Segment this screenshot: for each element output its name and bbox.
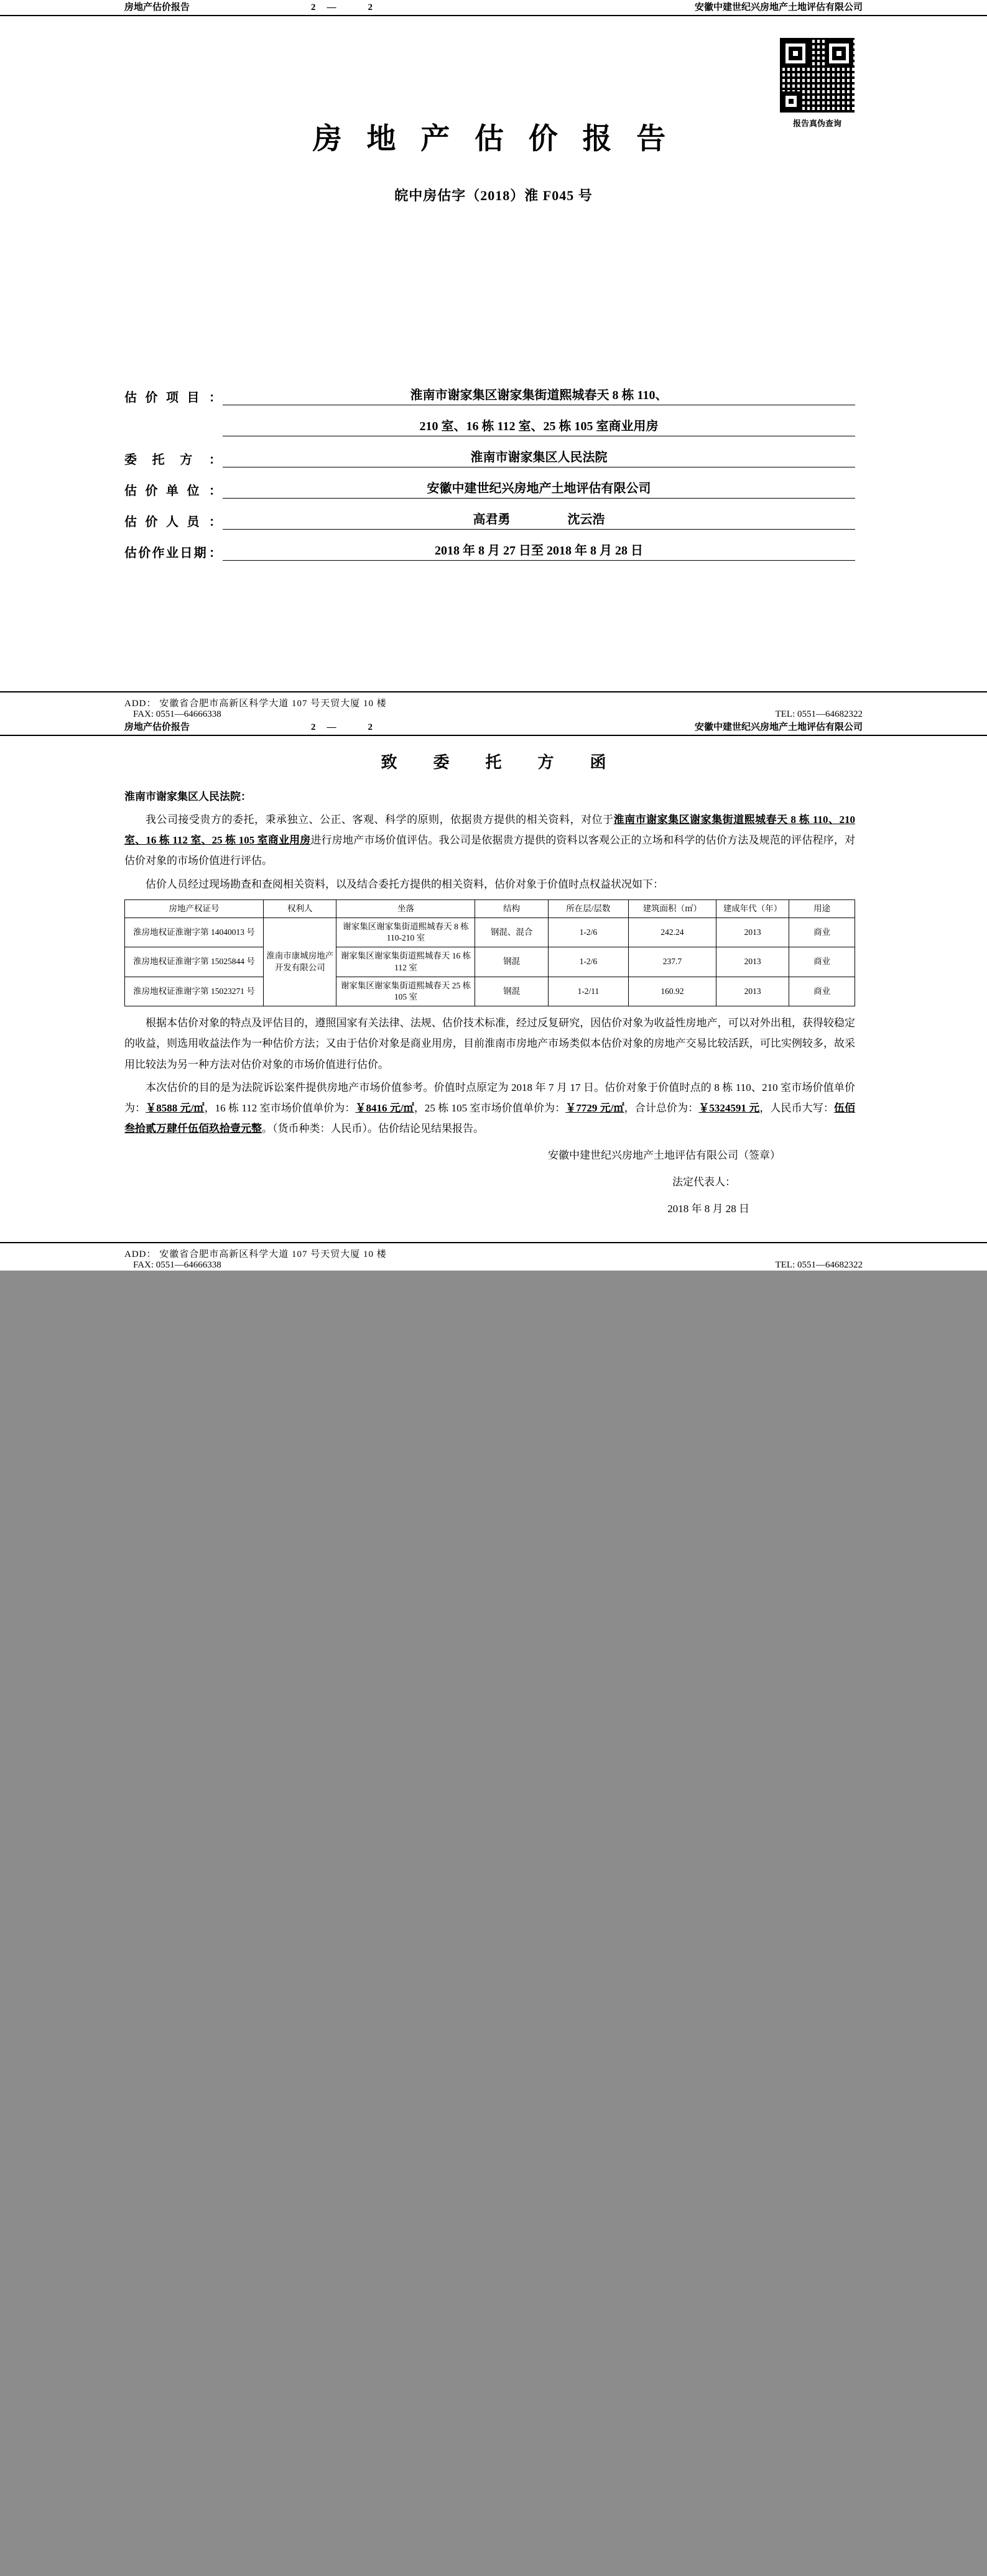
- field-row-appraisal-firm: [124, 478, 855, 499]
- cell-floor: 1-2/6: [548, 918, 628, 947]
- footer-address: ADD： 安徽省合肥市高新区科学大道 107 号天贸大厦 10 楼: [124, 699, 387, 709]
- para1-subject-bold: 淮南市谢家集区谢家集街道熙城春天 8 栋 110、210 室、16 栋 112 室、25 栋 105 室商业用房: [124, 814, 855, 847]
- field-value-project-line2: 210 室、16 栋 112 室、25 栋 105 室商业用房: [223, 416, 855, 436]
- cell-cert-no: 淮房地权证淮谢字第 14040013 号: [125, 918, 264, 947]
- header-company-name: 安徽中建世纪兴房地产土地评估有限公司: [694, 722, 863, 732]
- letter-paragraph-1: [124, 809, 855, 871]
- cell-cert-no: 淮房地权证淮谢字第 15025844 号: [125, 947, 264, 977]
- cell-year: 2013: [716, 977, 789, 1006]
- field-value-appraisal-firm: 安徽中建世纪兴房地产土地评估有限公司: [223, 478, 855, 499]
- letter-title: 致 委 托 方 函: [381, 753, 616, 771]
- qr-code-image[interactable]: [778, 36, 856, 114]
- table-row: [125, 947, 855, 977]
- label-char: 估: [124, 515, 137, 529]
- price-unit-1: ￥8588 元/㎡: [146, 1102, 205, 1114]
- label-char: 委: [124, 453, 137, 467]
- appraiser-name-1: 高君勇: [473, 513, 511, 527]
- para1-part-a: 我公司接受贵方的委托，秉承独立、公正、客观、科学的原则，依据贵方提供的相关资料，对位于: [146, 814, 614, 826]
- letter-paragraph-4: [124, 1077, 855, 1139]
- table-header-cell: 结构: [475, 899, 548, 918]
- table-header-cell: 建筑面积（㎡）: [629, 899, 716, 918]
- field-row-appraisers: [124, 509, 855, 530]
- field-label-appraisers: [124, 512, 223, 530]
- table-row: [125, 918, 855, 947]
- cell-area: 160.92: [629, 977, 716, 1006]
- para4-part-a: 本次估价的目的是为法院诉讼案件提供房地产市场价值参考。价值时点原定为 2018 年 7 月 17 日。估价对象于价值时点的 8 栋 110、210 室市场价值单价为：: [124, 1081, 855, 1114]
- field-colon: ：: [209, 515, 221, 529]
- field-label-client: [124, 449, 223, 467]
- price-unit-3: ￥7729 元/㎡: [565, 1102, 624, 1114]
- running-header-2: [0, 720, 987, 736]
- field-colon: ：: [208, 453, 221, 467]
- header-page-number: 2— 2: [311, 2, 384, 12]
- footer-contact-line: [124, 1260, 863, 1271]
- label-char: 人: [166, 515, 178, 529]
- label-char: 价: [145, 515, 158, 529]
- cover-page: [0, 0, 987, 720]
- label-char: 目: [187, 391, 200, 405]
- property-rights-table: [124, 899, 855, 1007]
- cell-location: 谢家集区谢家集街道熙城春天 16 栋 112 室: [336, 947, 475, 977]
- running-header: [0, 0, 987, 16]
- cell-structure: 钢混、混合: [475, 918, 548, 947]
- letter-page: [0, 720, 987, 1271]
- letter-salutation: 淮南市谢家集区人民法院：: [124, 791, 251, 803]
- cell-year: 2013: [716, 947, 789, 977]
- field-value-appraisers: [223, 509, 855, 530]
- field-value-client: 淮南市谢家集区人民法院: [223, 447, 855, 467]
- price-unit-2: ￥8416 元/㎡: [355, 1102, 414, 1114]
- running-footer: [0, 691, 987, 720]
- table-row: [125, 977, 855, 1006]
- table-header-cell: 建成年代（年）: [716, 899, 789, 918]
- field-label-work-date: [124, 543, 223, 561]
- label-char: 单: [166, 484, 178, 498]
- cell-structure: 钢混: [475, 977, 548, 1006]
- header-left-text: 房地产估价报告: [124, 722, 190, 732]
- label-char: 估: [124, 484, 137, 498]
- footer-fax: FAX: 0551—64666338: [133, 709, 221, 719]
- qr-corner-marker: [781, 91, 801, 111]
- field-row-client: [124, 447, 855, 467]
- signature-date: 2018 年 8 月 28 日: [667, 1203, 749, 1215]
- para1-part-b: 进行房地产市场价值评估。我公司是依据贵方提供的资料以客观公正的立场和科学的估价方法及规范的评估程序，对估价对象的市场价值进行评估。: [124, 834, 856, 867]
- field-value-work-date: 2018 年 8 月 27 日至 2018 年 8 月 28 日: [223, 540, 855, 561]
- letter-body: [0, 786, 987, 1220]
- para4-part-d: ，合计总价为：: [624, 1102, 699, 1114]
- table-header-row: [125, 899, 855, 918]
- cell-cert-no: 淮房地权证淮谢字第 15023271 号: [125, 977, 264, 1006]
- para4-part-e: ，人民币大写：: [759, 1102, 834, 1114]
- cover-footer: [0, 691, 987, 720]
- field-colon: ：: [208, 546, 221, 560]
- label-char: 员: [187, 515, 200, 529]
- footer-address: ADD： 安徽省合肥市高新区科学大道 107 号天贸大厦 10 楼: [124, 1249, 387, 1259]
- cell-area: 242.24: [629, 918, 716, 947]
- running-footer-2: [0, 1242, 987, 1271]
- footer-contact-line: [124, 709, 863, 720]
- report-number: 皖中房估字（2018）淮 F045 号: [394, 188, 593, 203]
- total-price-capital: 伍佰叁拾贰万肆仟伍佰玖拾壹元整: [124, 1102, 856, 1134]
- label-char: 日: [180, 546, 193, 560]
- field-label-project: [124, 387, 223, 405]
- label-char: 项: [166, 391, 178, 405]
- cell-location: 谢家集区谢家集街道熙城春天 25 栋 105 室: [336, 977, 475, 1006]
- cell-use: 商业: [789, 977, 855, 1006]
- footer-tel: TEL: 0551—64682322: [775, 1259, 863, 1270]
- cell-floor: 1-2/6: [548, 947, 628, 977]
- field-colon: ：: [209, 391, 221, 405]
- label-char: 方: [180, 453, 193, 467]
- letter-paragraph-3: 根据本估价对象的特点及评估目的，遵照国家有关法律、法规、估价技术标准，经过反复研究，因估价对象为收益性房地产，可以对外出租，获得较稳定的收益，则选用收益法作为一种估价方法；又由于估价对象是商业用房，目前淮南市房地产市场类似本估价对象的房地产交易比较活跃，可比实例较多，故采用比较法为另一种方法对估价对象的市场价值进行估价。: [124, 1017, 855, 1070]
- signature-legal-rep: 法定代表人：: [672, 1176, 736, 1189]
- table-header-cell: 所在层/层数: [548, 899, 628, 918]
- qr-code-block: [773, 36, 861, 129]
- label-char: 价: [138, 546, 151, 560]
- field-row-work-date: [124, 540, 855, 561]
- footer-fax: FAX: 0551—64666338: [133, 1259, 221, 1270]
- appraiser-name-2: 沈云浩: [567, 513, 605, 527]
- label-char: 价: [145, 484, 158, 498]
- field-colon: ：: [209, 484, 221, 498]
- appraiser-names: [223, 509, 855, 527]
- cell-owner: 淮南市康城房地产开发有限公司: [264, 918, 336, 1006]
- cell-use: 商业: [789, 918, 855, 947]
- field-row-project: [124, 385, 855, 405]
- para4-part-b: ，16 栋 112 室市场价值单价为：: [204, 1102, 356, 1114]
- label-char: 作: [152, 546, 165, 560]
- label-char: 价: [145, 391, 158, 405]
- letter-paragraph-2: 估价人员经过现场勘查和查阅相关资料，以及结合委托方提供的相关资料，估价对象于价值时点权益状况如下：: [146, 878, 664, 890]
- header-page-number: 2— 2: [311, 722, 384, 732]
- cell-structure: 钢混: [475, 947, 548, 977]
- field-label-appraisal-firm: [124, 481, 223, 499]
- page-title: 房 地 产 估 价 报 告: [312, 123, 675, 155]
- qr-code-label: 报告真伪查询: [792, 119, 841, 128]
- table-header-cell: 权利人: [264, 899, 336, 918]
- para4-part-c: ，25 栋 105 室市场价值单价为：: [414, 1102, 566, 1114]
- cell-use: 商业: [789, 947, 855, 977]
- table-header-cell: 房地产权证号: [125, 899, 264, 918]
- signature-company: 安徽中建世纪兴房地产土地评估有限公司（签章）: [548, 1149, 781, 1162]
- cell-location: 谢家集区谢家集街道熙城春天 8 栋 110-210 室: [336, 918, 475, 947]
- signature-block: [124, 1145, 855, 1219]
- cover-field-list: [0, 385, 987, 561]
- header-company-name: 安徽中建世纪兴房地产土地评估有限公司: [694, 2, 863, 12]
- label-char: 位: [187, 484, 200, 498]
- header-left-text: 房地产估价报告: [124, 2, 190, 12]
- label-char: 业: [165, 546, 178, 560]
- total-price: ￥5324591 元: [698, 1102, 760, 1114]
- cell-area: 237.7: [629, 947, 716, 977]
- table-header-cell: 用途: [789, 899, 855, 918]
- label-char: 估: [124, 391, 137, 405]
- label-char: 期: [193, 546, 206, 560]
- cell-year: 2013: [716, 918, 789, 947]
- page2-spacer: [0, 1226, 987, 1242]
- table-header-cell: 坐落: [336, 899, 475, 918]
- label-char: 托: [152, 453, 165, 467]
- label-char: 估: [124, 546, 137, 560]
- footer-tel: TEL: 0551—64682322: [775, 709, 863, 719]
- field-value-project-line1: 淮南市谢家集区谢家集街道熙城春天 8 栋 110、: [223, 385, 855, 405]
- para4-part-f: 。（货币种类：人民币）。估价结论见结果报告。: [262, 1122, 484, 1134]
- cell-floor: 1-2/11: [548, 977, 628, 1006]
